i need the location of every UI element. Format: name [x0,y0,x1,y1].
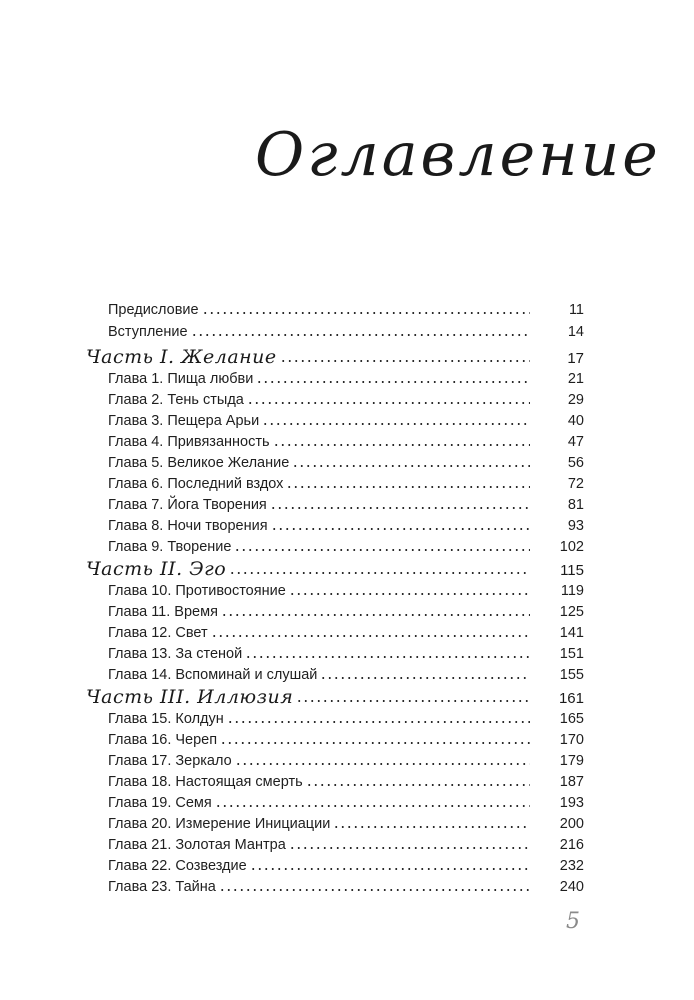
leader-dots [250,868,530,870]
toc-entry-label: Глава 5. Великое Желание [108,455,290,471]
toc-entry[interactable] [0,599,694,620]
leader-dots [306,784,530,786]
toc-entry-label: Глава 4. Привязанность [108,434,270,450]
toc-entry-page: 165 [559,711,584,727]
toc-entry-label: Глава 21. Золотая Мантра [108,837,286,853]
toc-entry[interactable] [0,811,694,832]
toc-entry-page: 232 [559,858,584,874]
toc-entry-page: 56 [567,455,584,471]
toc-entry[interactable] [0,450,694,471]
leader-dots [235,763,530,765]
leader-dots [229,572,530,574]
toc-entry[interactable] [0,769,694,790]
toc-entry[interactable] [0,297,694,318]
toc-entry-label: Глава 11. Время [108,604,218,620]
toc-entry[interactable] [0,853,694,874]
toc-entry[interactable] [0,471,694,492]
toc-entry-label: Глава 18. Настоящая смерть [108,774,303,790]
toc-entry[interactable] [0,387,694,408]
toc-entry-page: 93 [567,518,584,534]
toc-entry-page: 240 [559,879,584,895]
toc-entry[interactable] [0,727,694,748]
leader-dots [270,507,530,509]
toc-entry-page: 119 [560,583,584,599]
toc-entry-page: 216 [559,837,584,853]
toc-entry-label: Глава 12. Свет [108,625,208,641]
toc-entry[interactable] [0,578,694,599]
toc-entry-page: 47 [567,434,584,450]
leader-dots [247,402,530,404]
leader-dots [215,805,530,807]
leader-dots [202,312,530,314]
toc-entry[interactable] [0,832,694,853]
toc-part-heading[interactable] [0,342,694,368]
toc-entry[interactable] [0,366,694,387]
toc-entry-label: Предисловие [108,302,199,318]
leader-dots [273,444,530,446]
toc-part-heading[interactable] [0,682,694,708]
toc-entry[interactable] [0,706,694,727]
toc-entry-page: 125 [559,604,584,620]
toc-entry-label: Глава 13. За стеной [108,646,243,662]
leader-dots [245,656,530,658]
leader-dots [289,593,530,595]
leader-dots [221,614,530,616]
toc-entry-page: 72 [567,476,584,492]
toc-part-label: Часть II. Эго [86,558,227,580]
toc-entry-page: 21 [567,371,584,387]
toc-part-page: 17 [567,350,584,367]
toc-entry-page: 40 [567,413,584,429]
toc-entry-label: Глава 16. Череп [108,732,218,748]
toc-part-label: Часть I. Желание [86,346,277,368]
toc-part-label: Часть III. Иллюзия [86,686,294,708]
toc-entry-label: Глава 10. Противостояние [108,583,286,599]
toc-entry[interactable] [0,429,694,450]
toc-entry-label: Глава 23. Тайна [108,879,216,895]
toc-entry[interactable] [0,534,694,555]
toc-part-page: 115 [560,562,584,579]
leader-dots [280,360,530,362]
leader-dots [191,334,530,336]
leader-dots [234,549,530,551]
leader-dots [219,889,530,891]
toc-entry-label: Глава 8. Ночи творения [108,518,268,534]
toc-entry-page: 14 [567,324,584,340]
toc-entry-page: 200 [559,816,584,832]
toc-entry-label: Глава 3. Пещера Арьи [108,413,260,429]
toc-entry[interactable] [0,319,694,340]
toc-entry[interactable] [0,620,694,641]
toc-entry[interactable] [0,408,694,429]
toc-part-page: 161 [558,690,584,707]
leader-dots [286,486,530,488]
toc-entry-label: Глава 19. Семя [108,795,212,811]
leader-dots [271,528,530,530]
toc-entry-label: Глава 15. Колдун [108,711,224,727]
toc-entry-page: 187 [559,774,584,790]
toc-entry-label: Глава 20. Измерение Инициации [108,816,331,832]
toc-entry[interactable] [0,662,694,683]
toc-entry-label: Глава 14. Вспоминай и слушай [108,667,318,683]
toc-entry-page: 81 [567,497,584,513]
toc-entry-label: Глава 9. Творение [108,539,232,555]
leader-dots [333,826,530,828]
leader-dots [320,677,530,679]
toc-part-heading[interactable] [0,554,694,580]
leader-dots [289,847,530,849]
toc-entry-page: 102 [559,539,584,555]
toc-entry[interactable] [0,874,694,895]
toc-entry-page: 170 [559,732,584,748]
toc-entry-page: 29 [567,392,584,408]
toc-entry-page: 11 [568,302,584,318]
toc-entry-label: Глава 2. Тень стыда [108,392,244,408]
toc-entry[interactable] [0,748,694,769]
toc-entry-label: Вступление [108,324,188,340]
page-title: Оглавление [255,120,661,190]
leader-dots [296,700,530,702]
leader-dots [256,381,530,383]
toc-entry-label: Глава 17. Зеркало [108,753,232,769]
toc-entry-label: Глава 6. Последний вздох [108,476,284,492]
toc-entry-page: 141 [559,625,584,641]
toc-entry[interactable] [0,790,694,811]
toc-entry-page: 155 [559,667,584,683]
toc-entry-label: Глава 7. Йога Творения [108,497,267,513]
leader-dots [220,742,530,744]
toc-entry-page: 193 [559,795,584,811]
toc-entry[interactable] [0,513,694,534]
toc-entry[interactable] [0,492,694,513]
toc-entry-label: Глава 22. Созвездие [108,858,247,874]
leader-dots [211,635,530,637]
toc-entry-label: Глава 1. Пища любви [108,371,254,387]
leader-dots [227,721,530,723]
toc-entry-page: 179 [559,753,584,769]
toc-entry-page: 151 [559,646,584,662]
page-number: 5 [566,909,580,934]
toc-entry[interactable] [0,641,694,662]
leader-dots [292,465,530,467]
leader-dots [262,423,530,425]
